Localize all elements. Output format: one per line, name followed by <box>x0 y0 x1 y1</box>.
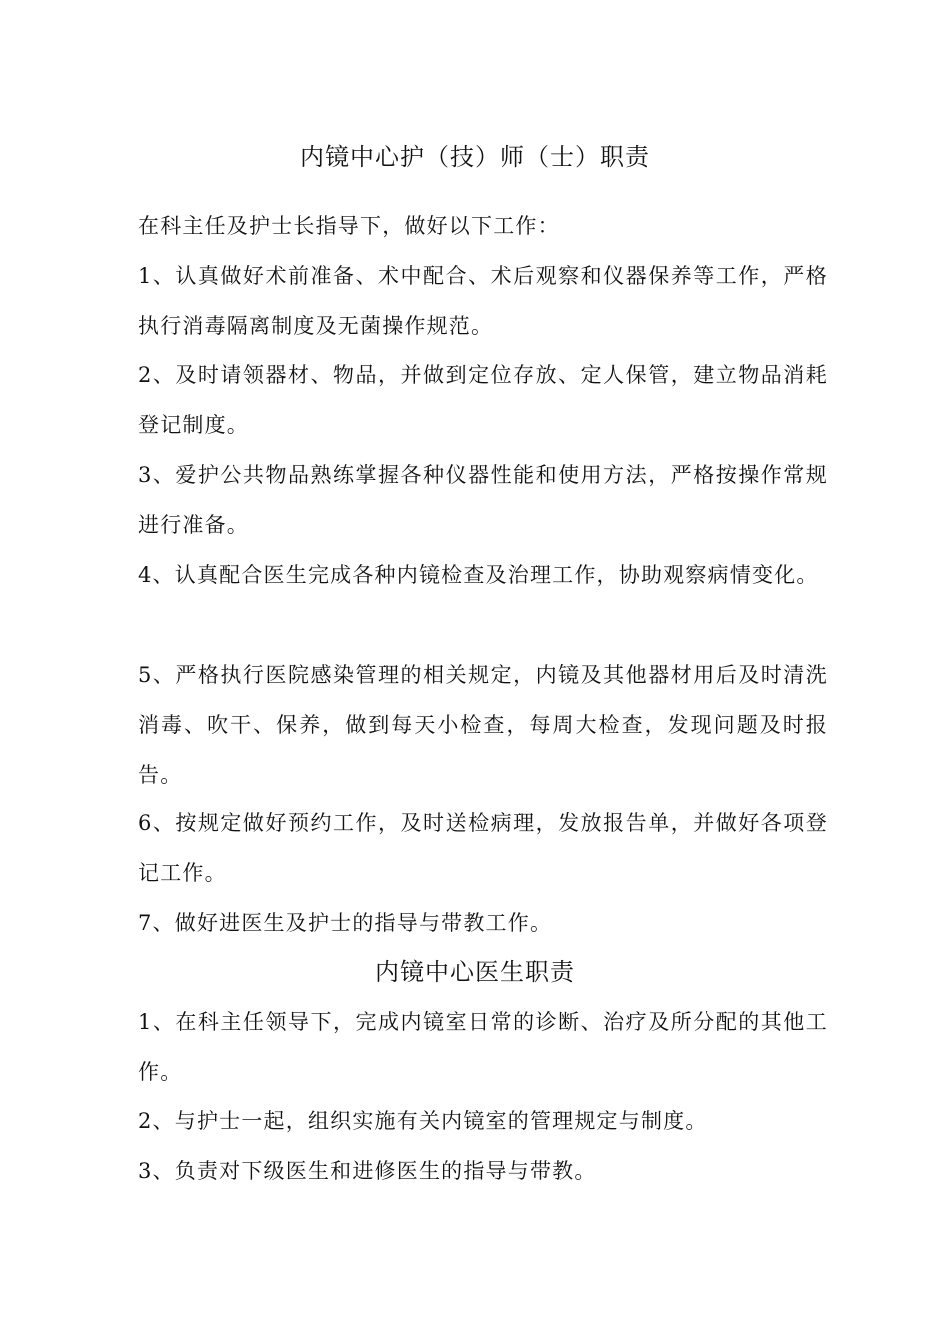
nurse-duty-item-5: 5、严格执行医院感染管理的相关规定，内镜及其他器材用后及时清洗消毒、吹干、保养，做到每天小检查，每周大检查，发现问题及时报告。 <box>138 663 828 787</box>
nurse-duty-item-6: 6、按规定做好预约工作，及时送检病理，发放报告单，并做好各项登记工作。 <box>138 811 828 885</box>
section-title-doctor-duties: 内镜中心医生职责 <box>375 958 575 986</box>
section-title-nurse-duties: 内镜中心护（技）师（士）职责 <box>300 143 650 171</box>
nurse-duty-item-7: 7、做好进医生及护士的指导与带教工作。 <box>138 911 553 935</box>
nurse-duty-item-4: 4、认真配合医生完成各种内镜检查及治理工作，协助观察病情变化。 <box>138 563 819 587</box>
nurse-duty-item-2: 2、及时请领器材、物品，并做到定位存放、定人保管，建立物品消耗登记制度。 <box>138 363 828 437</box>
doctor-duty-item-2: 2、与护士一起，组织实施有关内镜室的管理规定与制度。 <box>138 1109 708 1133</box>
nurse-duty-item-3: 3、爱护公共物品熟练掌握各种仪器性能和使用方法，严格按操作常规进行准备。 <box>138 463 828 537</box>
nurse-duty-item-1: 1、认真做好术前准备、术中配合、术后观察和仪器保养等工作，严格执行消毒隔离制度及无菌操作规范。 <box>138 264 828 338</box>
intro-paragraph: 在科主任及护士长指导下，做好以下工作： <box>138 214 560 238</box>
doctor-duty-item-1: 1、在科主任领导下，完成内镜室日常的诊断、治疗及所分配的其他工作。 <box>138 1010 828 1084</box>
doctor-duty-item-3: 3、负责对下级医生和进修医生的指导与带教。 <box>138 1159 597 1183</box>
